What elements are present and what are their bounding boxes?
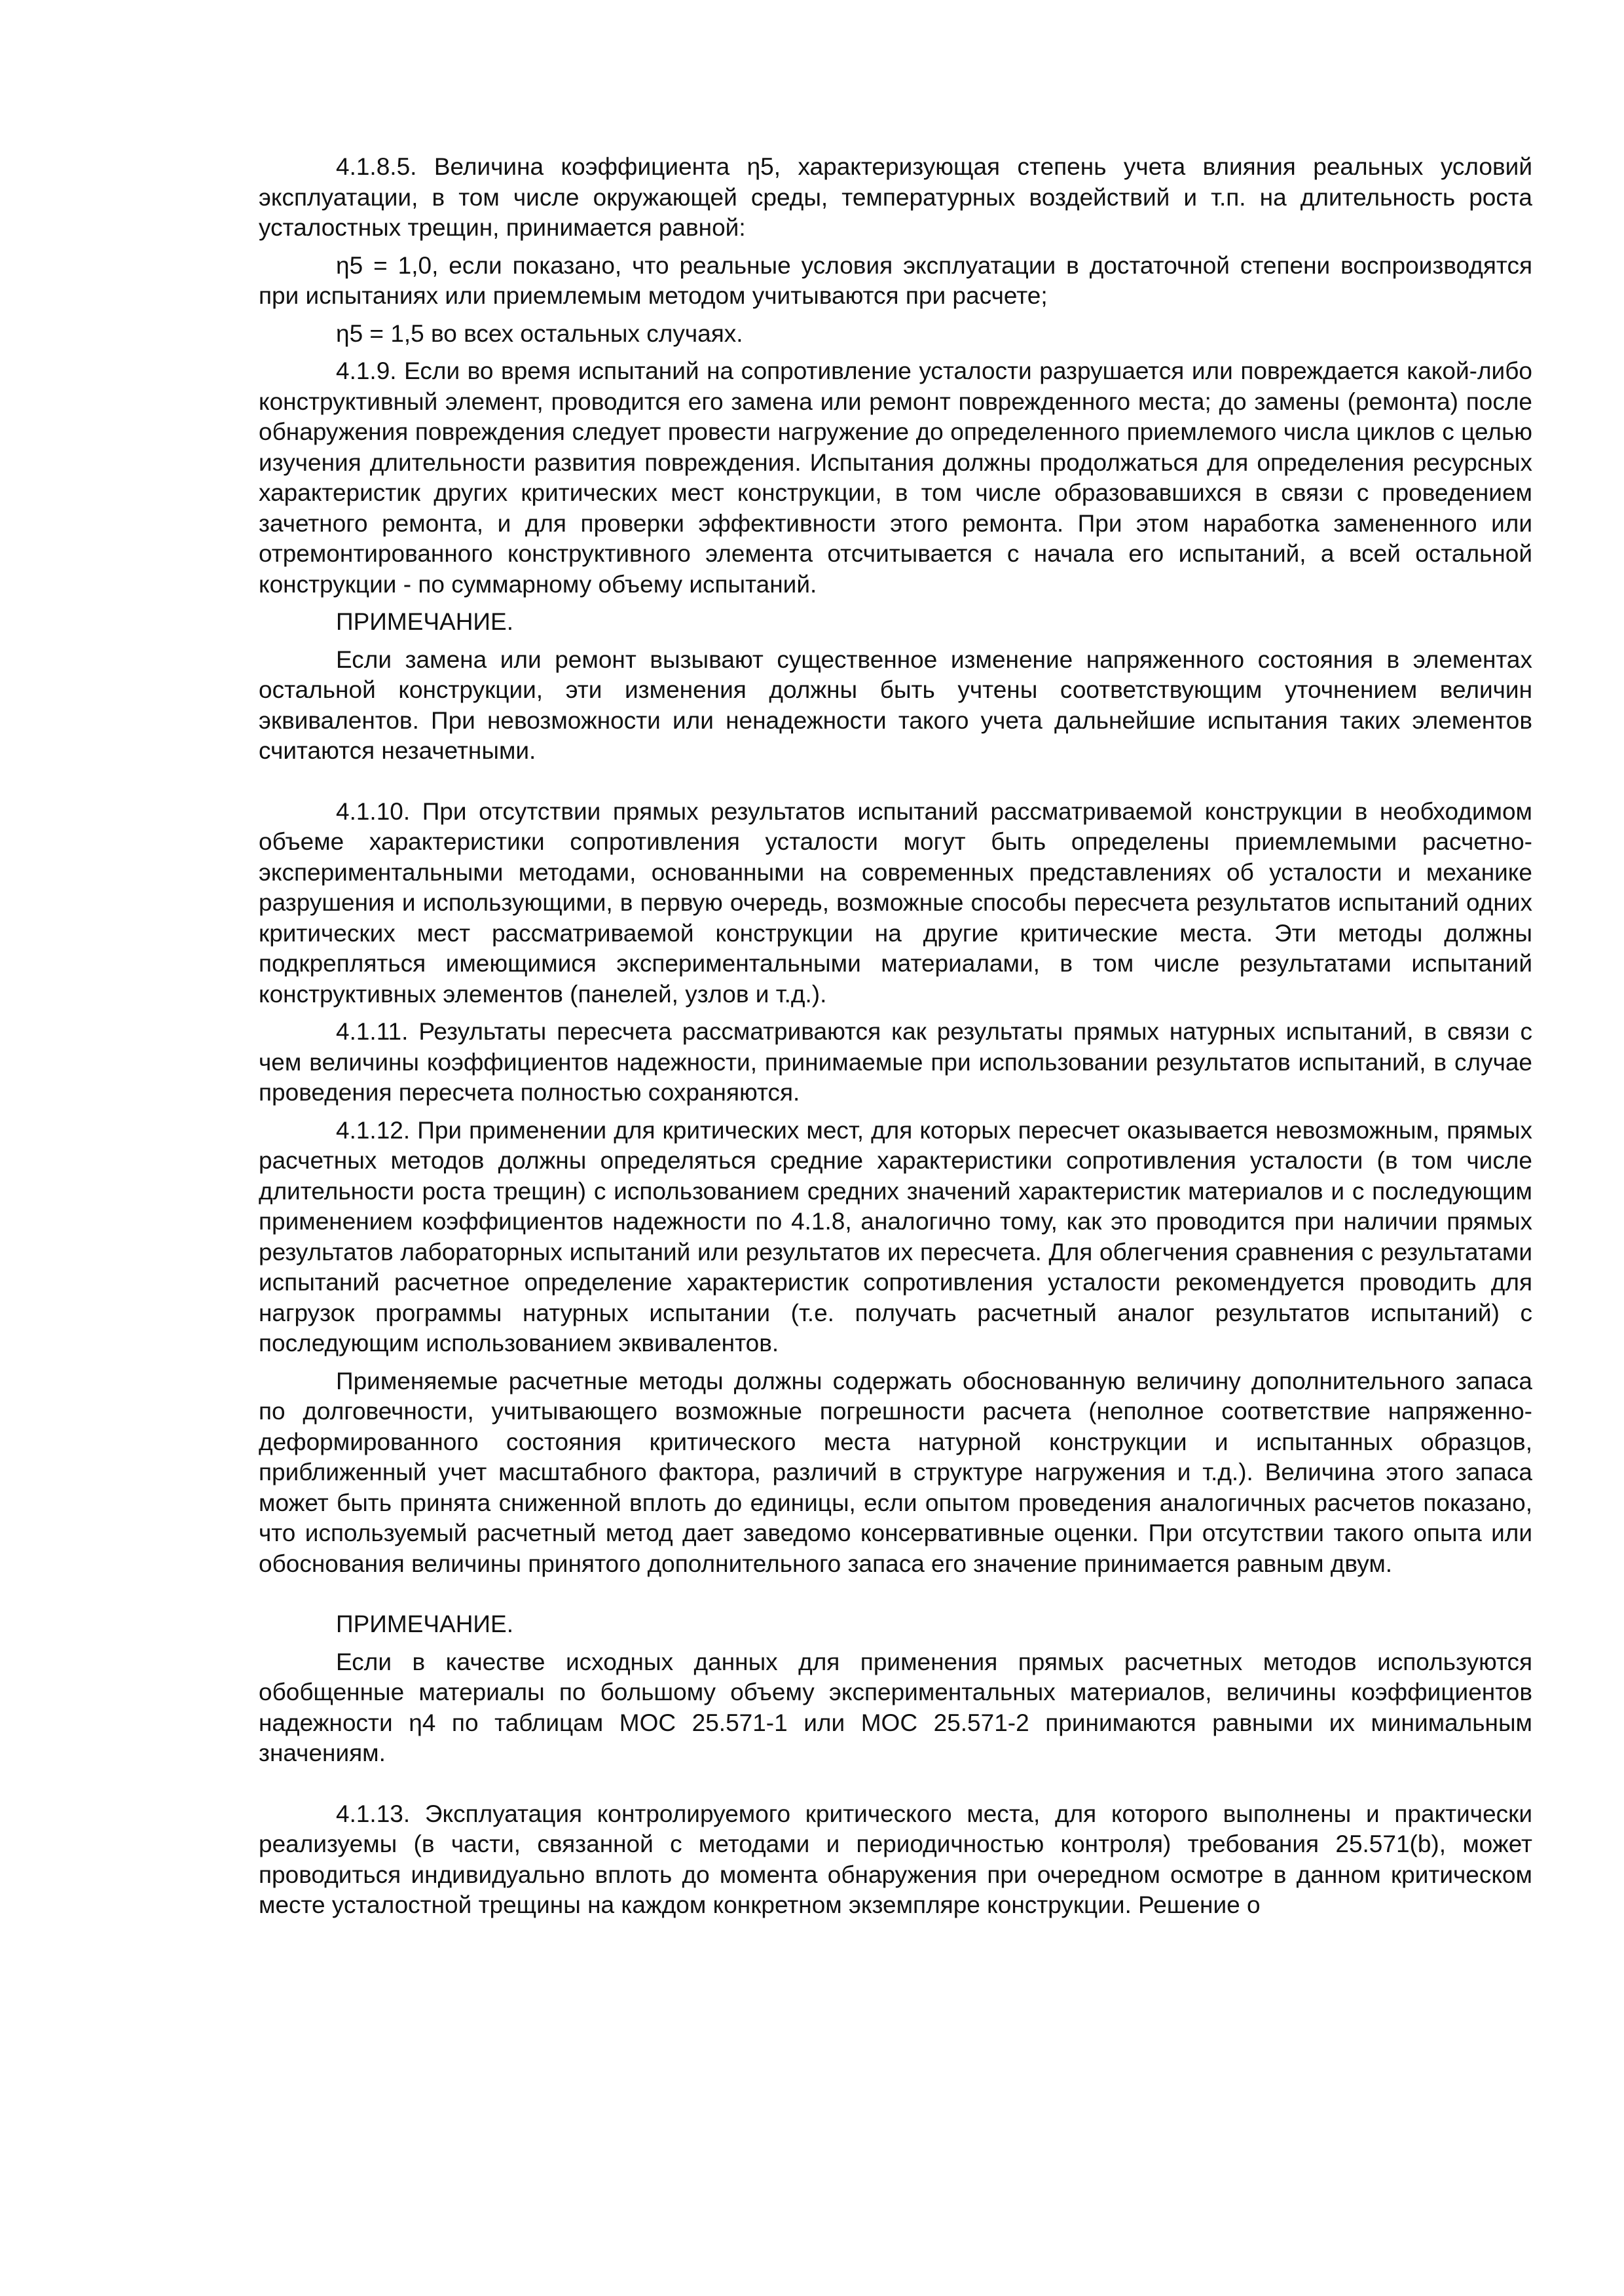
paragraph-eta5-1-0: η5 = 1,0, если показано, что реальные условия эксплуатации в достаточной степени воспроизводятся при испытаниях или приемлемым методом учитываются при расчете;	[259, 251, 1532, 309]
paragraph-eta5-1-5: η5 = 1,5 во всех остальных случаях.	[336, 319, 743, 347]
paragraph-4-1-12: 4.1.12. При применении для критических мест, для которых пересчет оказывается невозможным, прямых расчетных методов должны определяться средние характеристики сопротивления усталости (в том числе длительности роста трещин) с использованием средних значений характеристик материалов и с последующим применением коэффициентов надежности по 4.1.8, аналогично тому, как это проводится при наличии прямых результатов лабораторных испытаний или результатов их пересчета. Для облегчения сравнения с результатами испытаний расчетное определение характеристик сопротивления усталости рекомендуется проводить для нагрузок программы натурных испытании (т.е. получать расчетный аналог результатов испытаний) с последующим использованием эквивалентов.	[259, 1116, 1532, 1357]
note-heading-2: ПРИМЕЧАНИЕ.	[336, 1611, 513, 1637]
paragraph-4-1-11: 4.1.11. Результаты пересчета рассматриваются как результаты прямых натурных испытаний, в связи с чем величины коэффициентов надежности, принимаемые при использовании результатов испытаний, в случае проведения пересчета полностью сохраняются.	[259, 1018, 1532, 1106]
paragraph-4-1-9: 4.1.9. Если во время испытаний на сопротивление усталости разрушается или повреждается какой-либо конструктивный элемент, проводится его замена или ремонт поврежденного места; до замены (ремонта) после обнаружения повреждения следует провести нагружение до определенного приемлемого числа циклов с целью изучения длительности развития повреждения. Испытания должны продолжаться для определения ресурсных характеристик других критических мест конструкции, в том числе образовавшихся в связи с проведением зачетного ремонта, и для проверки эффективности этого ремонта. При этом наработка замененного или отремонтированного конструктивного элемента отсчитывается с начала его испытаний, а всей остальной конструкции - по суммарному объему испытаний.	[259, 357, 1532, 598]
note-text-1: Если замена или ремонт вызывают существенное изменение напряженного состояния в элементах остальной конструкции, эти изменения должны быть учтены соответствующим уточнением величин эквивалентов. При невозможности или ненадежности такого учета дальнейшие испытания таких элементов считаются незачетными.	[259, 646, 1532, 764]
note-heading-1: ПРИМЕЧАНИЕ.	[336, 608, 513, 635]
paragraph-calc-methods: Применяемые расчетные методы должны содержать обоснованную величину дополнительного запаса по долговечности, учитывающего возможные погрешности расчета (неполное соответствие напряженно-деформированного состояния критического места натурной конструкции и испытанных образцов, приближенный учет масштабного фактора, различий в структуре нагружения и т.д.). Величина этого запаса может быть принята сниженной вплоть до единицы, если опытом проведения аналогичных расчетов показано, что используемый расчетный метод дает заведомо консервативные оценки. При отсутствии такого опыта или обоснования величины принятого дополнительного запаса его значение принимается равным двум.	[259, 1367, 1532, 1577]
document-page	[259, 152, 1532, 1928]
note-text-2: Если в качестве исходных данных для применения прямых расчетных методов используются обобщенные материалы по большому объему экспериментальных материалов, величины коэффициентов надежности η4 по таблицам МОС 25.571-1 или МОС 25.571-2 принимаются равными их минимальным значениям.	[259, 1648, 1532, 1766]
paragraph-4-1-13: 4.1.13. Эксплуатация контролируемого критического места, для которого выполнены и практически реализуемы (в части, связанной с методами и периодичностью контроля) требования 25.571(b), может проводиться индивидуально вплоть до момента обнаружения при очередном осмотре в данном критическом месте усталостной трещины на каждом конкретном экземпляре конструкции. Решение о	[259, 1800, 1532, 1918]
paragraph-4-1-10: 4.1.10. При отсутствии прямых результатов испытаний рассматриваемой конструкции в необходимом объеме характеристики сопротивления усталости могут быть определены приемлемыми расчетно-экспериментальными методами, основанными на современных представлениях об усталости и механике разрушения и использующими, в первую очередь, возможные способы пересчета результатов испытаний одних критических мест рассматриваемой конструкции на другие критические места. Эти методы должны подкрепляться имеющимися экспериментальными материалами, в том числе результатами испытаний конструктивных элементов (панелей, узлов и т.д.).	[259, 797, 1532, 1008]
paragraph-4-1-8-5: 4.1.8.5. Величина коэффициента η5, характеризующая степень учета влияния реальных условий эксплуатации, в том числе окружающей среды, температурных воздействий и т.п. на длительность роста усталостных трещин, принимается равной:	[259, 153, 1532, 241]
